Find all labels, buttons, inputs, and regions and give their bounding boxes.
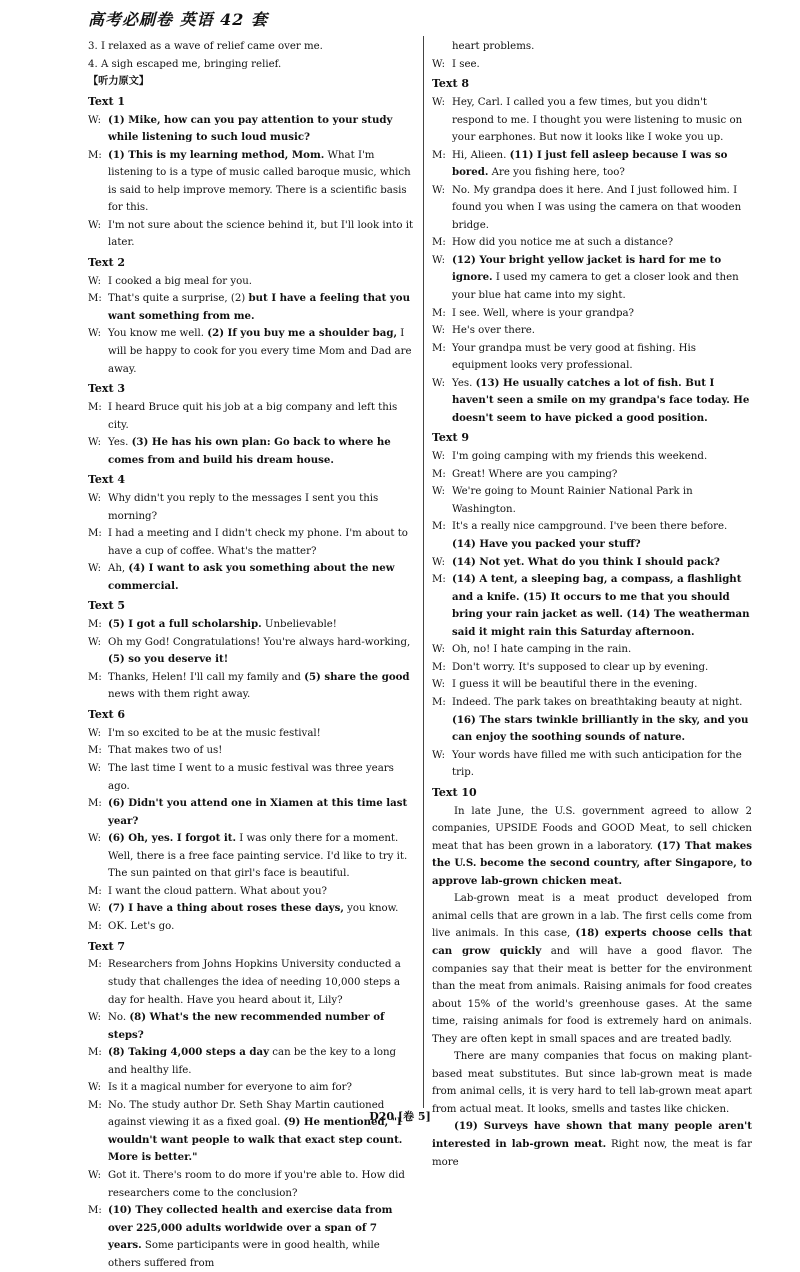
- dialogue-line: [432, 252, 752, 305]
- speaker-label: M:: [432, 661, 446, 673]
- answer-highlight: (13) He usually catches a lot of fish. But I haven't seen a smile on my grandpa's face today. He doesn't seem to have picked a good position.: [452, 376, 750, 424]
- book-title: 高考必刷卷 英语 42 套: [88, 10, 268, 29]
- dialogue-line: [88, 795, 414, 830]
- dialogue-line: [88, 956, 414, 1009]
- line-text: can be the key to a long and healthy life.: [108, 1047, 397, 1076]
- column-divider: [423, 36, 424, 1108]
- line-text: That's quite a surprise, (2): [108, 293, 249, 305]
- answer-highlight: (11) I just fell asleep because I was so bored.: [452, 148, 728, 179]
- dialogue-line: [432, 182, 752, 235]
- answer-highlight: (7) I have a thing about roses these days,: [108, 902, 344, 915]
- answer-highlight: (3) He has his own plan: Go back to where he comes from and build his dream house.: [108, 436, 391, 466]
- dialogue-line: [432, 747, 752, 782]
- line-text: I see.: [452, 58, 480, 70]
- line-text: I cooked a big meal for you.: [108, 275, 253, 287]
- line-text: Why didn't you reply to the messages I sent you this morning?: [108, 493, 379, 522]
- paragraph-text: Lab-grown meat is a meat product developed from animal cells that are grown in a lab. The first cells come from live animals. In this case,: [432, 893, 752, 940]
- line-text: I was only there for a moment. Well, there is a free face painting service. I'd like to try it. The sun painted on that girl's face is beautiful.: [108, 833, 408, 880]
- speaker-label: W:: [88, 328, 102, 340]
- text-heading: Text 10: [432, 785, 477, 799]
- line-text: Yes.: [452, 377, 476, 389]
- section-tag: 【听力原文】: [88, 75, 150, 88]
- text-heading: Text 2: [88, 255, 126, 269]
- speaker-label: W:: [88, 763, 102, 775]
- passage-paragraph: [432, 1118, 752, 1171]
- answer-line: 4. A sigh escaped me, bringing relief.: [88, 58, 282, 70]
- line-text: He's over there.: [452, 325, 536, 337]
- line-text: I had a meeting and I didn't check my phone. I'm about to have a cup of coffee. What's the matter?: [108, 528, 408, 557]
- dialogue-line: [88, 883, 414, 901]
- speaker-label: M:: [432, 696, 446, 708]
- dialogue-line: [432, 94, 752, 147]
- speaker-label: M:: [88, 1099, 102, 1111]
- speaker-label: M:: [432, 237, 446, 249]
- paragraph-text: There are many companies that focus on making plant-based meat substitutes. But since lab-grown meat is made from animal cells, it is very hard to tell lab-grown meat apart from actual meat. It looks, smells and tastes like chicken.: [432, 1051, 752, 1115]
- speaker-label: W:: [432, 644, 446, 656]
- speaker-label: W:: [88, 114, 102, 126]
- dialogue-line: [88, 325, 414, 378]
- line-text: OK. Let's go.: [108, 920, 175, 932]
- speaker-label: W:: [432, 184, 446, 196]
- answer-highlight: (14) A tent, a sleeping bag, a compass, a flashlight and a knife. (15) It occurs to me that you should bring your rain jacket as well. (14) The weatherman said it might rain this Saturday afternoon.: [452, 573, 750, 638]
- line-text: I used my camera to get a closer look and then your blue hat came into my sight.: [452, 272, 739, 302]
- speaker-label: M:: [88, 885, 102, 897]
- line-text: Researchers from Johns Hopkins University conducted a study that challenges the idea of needing 10,000 steps a day for health. Have you heard about it, Lily?: [108, 959, 401, 1006]
- speaker-label: M:: [88, 619, 102, 631]
- speaker-label: W:: [88, 493, 102, 505]
- dialogue-line: [432, 554, 752, 572]
- line-text: Oh my God! Congratulations! You're always hard-working,: [108, 636, 411, 648]
- dialogue-line: [88, 1079, 414, 1097]
- dialogue-line: [88, 918, 414, 936]
- speaker-label: M:: [88, 402, 102, 414]
- dialogue-line: [432, 641, 752, 659]
- dialogue-line: [88, 725, 414, 743]
- dialogue-line: [88, 434, 414, 469]
- paragraph-text: and will have a good flavor. The companies say that their meat is better for the environment than the meat from animals. Raising animals for food creates about 15% of the world's greenhouse gases. At the same time, raising animals for food is extremely hard on animals. They are often kept in small spaces and are treated badly.: [432, 945, 752, 1045]
- line-text: Oh, no! I hate camping in the rain.: [452, 644, 632, 656]
- line-text: I will be happy to cook for you every time Mom and Dad are away.: [108, 328, 412, 375]
- text-heading: Text 6: [88, 708, 126, 722]
- dialogue-line: [88, 560, 414, 595]
- dialogue-lines: [432, 56, 752, 74]
- line-text: What I'm listening to is a type of music called baroque music, which is said to help improve memory. There is a scientific basis for this.: [108, 149, 411, 214]
- speaker-label: M:: [88, 798, 102, 810]
- answer-highlight: but I have a feeling that you want something from me.: [108, 292, 410, 322]
- speaker-label: W:: [88, 275, 102, 287]
- answer-highlight: (18) experts choose cells that can grow quickly: [432, 927, 752, 957]
- dialogue-line: [432, 322, 752, 340]
- answer-highlight: (10) They collected health and exercise data from over 225,000 adults worldwide over a span of 7 years.: [108, 1204, 393, 1252]
- speaker-label: W:: [88, 1012, 102, 1024]
- speaker-label: M:: [88, 528, 102, 540]
- speaker-label: M:: [432, 307, 446, 319]
- speaker-label: M:: [432, 149, 446, 161]
- speaker-label: W:: [432, 97, 446, 108]
- speaker-label: M:: [432, 521, 446, 533]
- line-text: Some participants were in good health, while others suffered from: [108, 1240, 380, 1269]
- dialogue-line: [88, 1202, 414, 1272]
- text-heading: Text 1: [88, 94, 126, 108]
- dialogue-line: [88, 490, 414, 525]
- line-text: Thanks, Helen! I'll call my family and: [108, 671, 305, 683]
- dialogue-line: [432, 305, 752, 323]
- speaker-label: W:: [88, 727, 102, 739]
- line-text: Hey, Carl. I called you a few times, but you didn't respond to me. I thought you were listening to music on your earphones. But now it looks like I woke you up.: [452, 97, 743, 144]
- line-text: We're going to Mount Rainier National Park in Washington.: [452, 486, 693, 515]
- dialogue-line: [432, 56, 752, 74]
- line-text: I guess it will be beautiful there in the evening.: [452, 679, 698, 691]
- speaker-label: W:: [432, 486, 446, 498]
- dialogue-line: [432, 448, 752, 466]
- line-text: Ah,: [108, 563, 129, 575]
- left-column: [88, 38, 414, 1272]
- text-heading: Text 4: [88, 473, 126, 487]
- dialogue-line: [88, 900, 414, 918]
- speaker-label: M:: [432, 468, 446, 480]
- speaker-label: W:: [88, 1169, 102, 1181]
- line-text: Got it. There's room to do more if you're able to. How did researchers come to the conclusion?: [108, 1169, 405, 1199]
- speaker-label: W:: [432, 451, 446, 463]
- line-text: That makes two of us!: [108, 745, 223, 757]
- dialogue-line: [88, 217, 414, 252]
- continuation-line: heart problems.: [452, 41, 535, 52]
- line-text: you know.: [343, 903, 399, 915]
- dialogue-line: [88, 742, 414, 760]
- listening-texts: [432, 75, 752, 782]
- line-text: How did you notice me at such a distance?: [452, 237, 674, 249]
- text-heading: Text 7: [88, 939, 126, 953]
- paragraph-text: In late June, the U.S. government agreed to allow 2 companies, UPSIDE Foods and GOOD Meat, to sell chicken meat that has been grown in a laboratory.: [432, 805, 752, 852]
- dialogue-line: [432, 676, 752, 694]
- dialogue-line: [88, 290, 414, 325]
- speaker-label: W:: [88, 437, 102, 449]
- answer-highlight: (6) Oh, yes. I forgot it.: [108, 832, 237, 845]
- speaker-label: W:: [88, 636, 102, 648]
- text-heading: Text 8: [432, 77, 470, 91]
- answer-highlight: (8) What's the new recommended number of steps?: [108, 1011, 385, 1041]
- speaker-label: M:: [432, 574, 446, 586]
- line-text: I heard Bruce quit his job at a big company and left this city.: [108, 402, 398, 431]
- text-heading: Text 3: [88, 382, 126, 396]
- dialogue-line: [88, 147, 414, 217]
- answer-highlight: (12) Your bright yellow jacket is hard for me to ignore.: [452, 253, 722, 284]
- line-text: Yes.: [108, 437, 132, 449]
- dialogue-line: [88, 669, 414, 704]
- speaker-label: W:: [88, 1082, 102, 1094]
- line-text: news with them right away.: [108, 689, 251, 701]
- speaker-label: W:: [88, 563, 102, 575]
- dialogue-line: [88, 112, 414, 147]
- line-text: Is it a magical number for everyone to aim for?: [108, 1082, 352, 1094]
- line-text: Hi, Alieen.: [452, 149, 510, 161]
- dialogue-line: [432, 234, 752, 252]
- speaker-label: M:: [432, 342, 446, 354]
- dialogue-line: [88, 616, 414, 634]
- answer-highlight: (4) I want to ask you something about the new commercial.: [108, 562, 395, 592]
- line-text: I'm going camping with my friends this weekend.: [452, 451, 708, 463]
- dialogue-line: [88, 525, 414, 560]
- speaker-label: W:: [432, 377, 446, 389]
- answer-highlight: (14) Not yet. What do you think I should pack?: [452, 555, 720, 568]
- line-text: Indeed. The park takes on breathtaking beauty at night.: [452, 696, 743, 708]
- line-text: No. The study author Dr. Seth Shay Martin cautioned against viewing it as a fixed goal.: [108, 1099, 385, 1129]
- dialogue-line: [88, 1167, 414, 1202]
- line-text: No.: [108, 1012, 130, 1024]
- speaker-label: M:: [88, 671, 102, 683]
- speaker-label: M:: [88, 293, 102, 305]
- speaker-label: W:: [88, 219, 102, 231]
- page-number: D20 [卷 5]: [369, 1110, 431, 1123]
- paragraph-text: Right now, the meat is far more: [432, 1138, 752, 1168]
- dialogue-line: [88, 1009, 414, 1044]
- answer-highlight: (8) Taking 4,000 steps a day: [108, 1046, 270, 1059]
- dialogue-line: [432, 375, 752, 428]
- line-text: I'm not sure about the science behind it, but I'll look into it later.: [108, 219, 414, 249]
- line-text: Your words have filled me with such anticipation for the trip.: [452, 749, 742, 779]
- dialogue-line: [432, 659, 752, 677]
- passage-paragraph: [432, 803, 752, 891]
- line-text: Great! Where are you camping?: [452, 468, 618, 480]
- line-text: It's a really nice campground. I've been there before.: [452, 521, 728, 533]
- dialogue-line: [432, 147, 752, 182]
- speaker-label: M:: [88, 1205, 102, 1217]
- answer-highlight: (14) Have you packed your stuff?: [452, 538, 641, 551]
- dialogue-line: [432, 571, 752, 641]
- passage-paragraph: [432, 890, 752, 1048]
- speaker-label: W:: [432, 749, 446, 761]
- text-heading: Text 5: [88, 599, 126, 613]
- speaker-label: W:: [432, 325, 446, 337]
- answer-highlight: (5) share the good: [304, 670, 410, 683]
- answer-highlight: (5) so you deserve it!: [108, 653, 229, 666]
- answer-highlight: (19) Surveys have shown that many people aren't interested in lab-grown meat.: [432, 1120, 752, 1150]
- dialogue-line: [432, 518, 752, 553]
- line-text: I want the cloud pattern. What about you?: [108, 885, 327, 897]
- answer-line: 3. I relaxed as a wave of relief came over me.: [88, 41, 323, 52]
- answer-highlight: (2) If you buy me a shoulder bag,: [207, 327, 397, 340]
- right-column: [432, 38, 752, 1171]
- answer-highlight: (1) This is my learning method, Mom.: [108, 148, 325, 161]
- line-text: The last time I went to a music festival was three years ago.: [108, 763, 394, 792]
- speaker-label: M:: [88, 959, 102, 971]
- answer-highlight: (5) I got a full scholarship.: [108, 618, 262, 631]
- answer-highlight: (17) That makes the U.S. become the second country, after Singapore, to approve lab-grown chicken meat.: [432, 839, 752, 887]
- speaker-label: W:: [432, 58, 446, 70]
- dialogue-line: [88, 760, 414, 795]
- dialogue-line: [432, 340, 752, 375]
- line-text: Your grandpa must be very good at fishing. His equipment looks very professional.: [452, 342, 696, 372]
- line-text: I'm so excited to be at the music festival!: [108, 727, 321, 739]
- line-text: Don't worry. It's supposed to clear up by evening.: [452, 661, 709, 673]
- line-text: I see. Well, where is your grandpa?: [452, 307, 635, 319]
- speaker-label: M:: [88, 920, 102, 932]
- answer-highlight: (6) Didn't you attend one in Xiamen at this time last year?: [108, 797, 408, 827]
- speaker-label: W:: [88, 833, 102, 845]
- answer-highlight: (16) The stars twinkle brilliantly in the sky, and you can enjoy the soothing sounds of nature.: [452, 713, 749, 744]
- line-text: Unbelievable!: [261, 619, 337, 631]
- dialogue-line: [432, 483, 752, 518]
- dialogue-line: [432, 466, 752, 484]
- dialogue-line: [88, 830, 414, 883]
- line-text: Are you fishing here, too?: [488, 167, 625, 179]
- line-text: No. My grandpa does it here. And I just followed him. I found you when I was using the camera on that wooden bridge.: [452, 184, 742, 231]
- dialogue-line: [88, 1044, 414, 1079]
- dialogue-line: [88, 634, 414, 669]
- speaker-label: M:: [88, 1047, 102, 1059]
- speaker-label: W:: [432, 556, 446, 568]
- text-heading: Text 9: [432, 431, 470, 445]
- listening-texts: [88, 93, 414, 1272]
- speaker-label: W:: [432, 254, 446, 266]
- dialogue-line: [88, 399, 414, 434]
- speaker-label: M:: [88, 149, 102, 161]
- speaker-label: W:: [88, 903, 102, 915]
- dialogue-line: [88, 273, 414, 291]
- line-text: You know me well.: [108, 328, 208, 340]
- speaker-label: M:: [88, 745, 102, 757]
- answer-highlight: (9) He mentioned, "I wouldn't want people to walk that exact step count. More is better.": [108, 1116, 403, 1164]
- answer-highlight: (1) Mike, how can you pay attention to your study while listening to such loud music?: [108, 113, 393, 144]
- speaker-label: W:: [432, 679, 446, 691]
- dialogue-line: [432, 694, 752, 747]
